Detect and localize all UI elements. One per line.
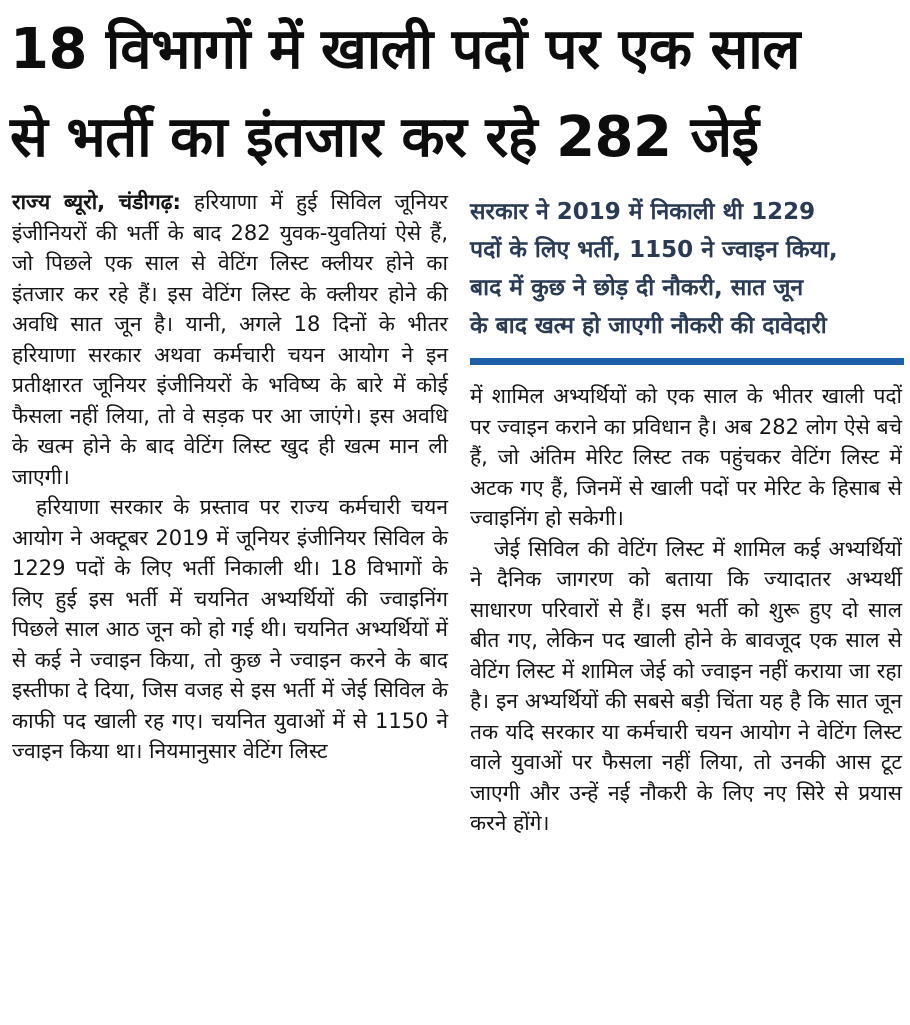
deck-line-3: बाद में कुछ ने छोड़ दी नौकरी, सात जून	[470, 275, 804, 301]
subheadline-deck	[470, 193, 902, 345]
deck-line-2: पदों के लिए भर्ती, 1150 ने ज्वाइन किया,	[470, 237, 838, 263]
article-column-right	[470, 381, 902, 839]
dateline: राज्य ब्यूरो, चंडीगढ़:	[12, 190, 181, 214]
headline-line-1: 18 विभागों में खाली पदों पर एक साल	[10, 17, 800, 82]
deck-line-4: के बाद खत्म हो जाएगी नौकरी की दावेदारी	[470, 313, 827, 339]
deck-line-1: सरकार ने 2019 में निकाली थी 1229	[470, 199, 816, 225]
headline-line-2: से भर्ती का इंतजार कर रहे 282 जेई	[10, 105, 759, 170]
deck-divider-rule	[470, 358, 904, 365]
article-paragraph-4: जेई सिविल की वेटिंग लिस्ट में शामिल कई अभ्यर्थियों ने दैनिक जागरण को बताया कि ज्यादातर अभ्यर्थी साधारण परिवारों से हैं। इस भर्ती को शुरू हुए दो साल बीत गए, लेकिन पद खाली होने के बावजूद एक साल से वेटिंग लिस्ट में शामिल जेई को ज्वाइन नहीं कराया जा रहा है। इन अभ्यर्थियों की सबसे बड़ी चिंता यह है कि सात जून तक यदि सरकार या कर्मचारी चयन आयोग ने वेटिंग लिस्ट वाले युवाओं पर फैसला नहीं लिया, तो उनकी आस टूट जाएगी और उन्हें नई नौकरी के लिए नए सिरे से प्रयास करने होंगे।	[470, 536, 902, 835]
article-paragraph-1	[12, 187, 448, 492]
article-column-left	[12, 187, 448, 767]
article-paragraph-2: हरियाणा सरकार के प्रस्ताव पर राज्य कर्मचारी चयन आयोग ने अक्टूबर 2019 में जूनियर इंजीनियर सिविल के 1229 पदों के लिए भर्ती निकाली थी। 18 विभागों के लिए हुई इस भर्ती में चयनित अभ्यर्थियों की ज्वाइनिंग पिछले साल आठ जून को हो गई थी। चयनित अभ्यर्थियों में से कई ने ज्वाइन किया, तो कुछ ने ज्वाइन करने के बाद इस्तीफा दे दिया, जिस वजह से इस भर्ती में जेई सिविल के काफी पद खाली रह गए। चयनित युवाओं में से 1150 ने ज्वाइन किया था। नियमानुसार वेटिंग लिस्ट	[12, 495, 448, 763]
article-paragraph-3: में शामिल अभ्यर्थियों को एक साल के भीतर खाली पदों पर ज्वाइन कराने का प्रविधान है। अब 282 लोग ऐसे बचे हैं, जो अंतिम मेरिट लिस्ट तक पहुंचकर वेटिंग लिस्ट में अटक गए हैं, जिनमें से खाली पदों पर मेरिट के हिसाब से ज्वाइनिंग हो सकेगी।	[470, 384, 902, 530]
article-paragraph-1-text: हरियाणा में हुई सिविल जूनियर इंजीनियरों की भर्ती के बाद 282 युवक-युवतियां ऐसे हैं, जो पिछले एक साल से वेटिंग लिस्ट क्लीयर होने का इंतजार कर रहे हैं। इस वेटिंग लिस्ट के क्लीयर होने की अवधि सात जून है। यानी, अगले 18 दिनों के भीतर हरियाणा सरकार अथवा कर्मचारी चयन आयोग ने इन प्रतीक्षारत जूनियर इंजीनियरों के भविष्य के बारे में कोई फैसला नहीं लिया, तो वे सड़क पर आ जाएंगे। इस अवधि के खत्म होने के बाद वेटिंग लिस्ट खुद ही खत्म मान ली जाएगी।	[12, 190, 448, 489]
headline	[10, 6, 905, 182]
